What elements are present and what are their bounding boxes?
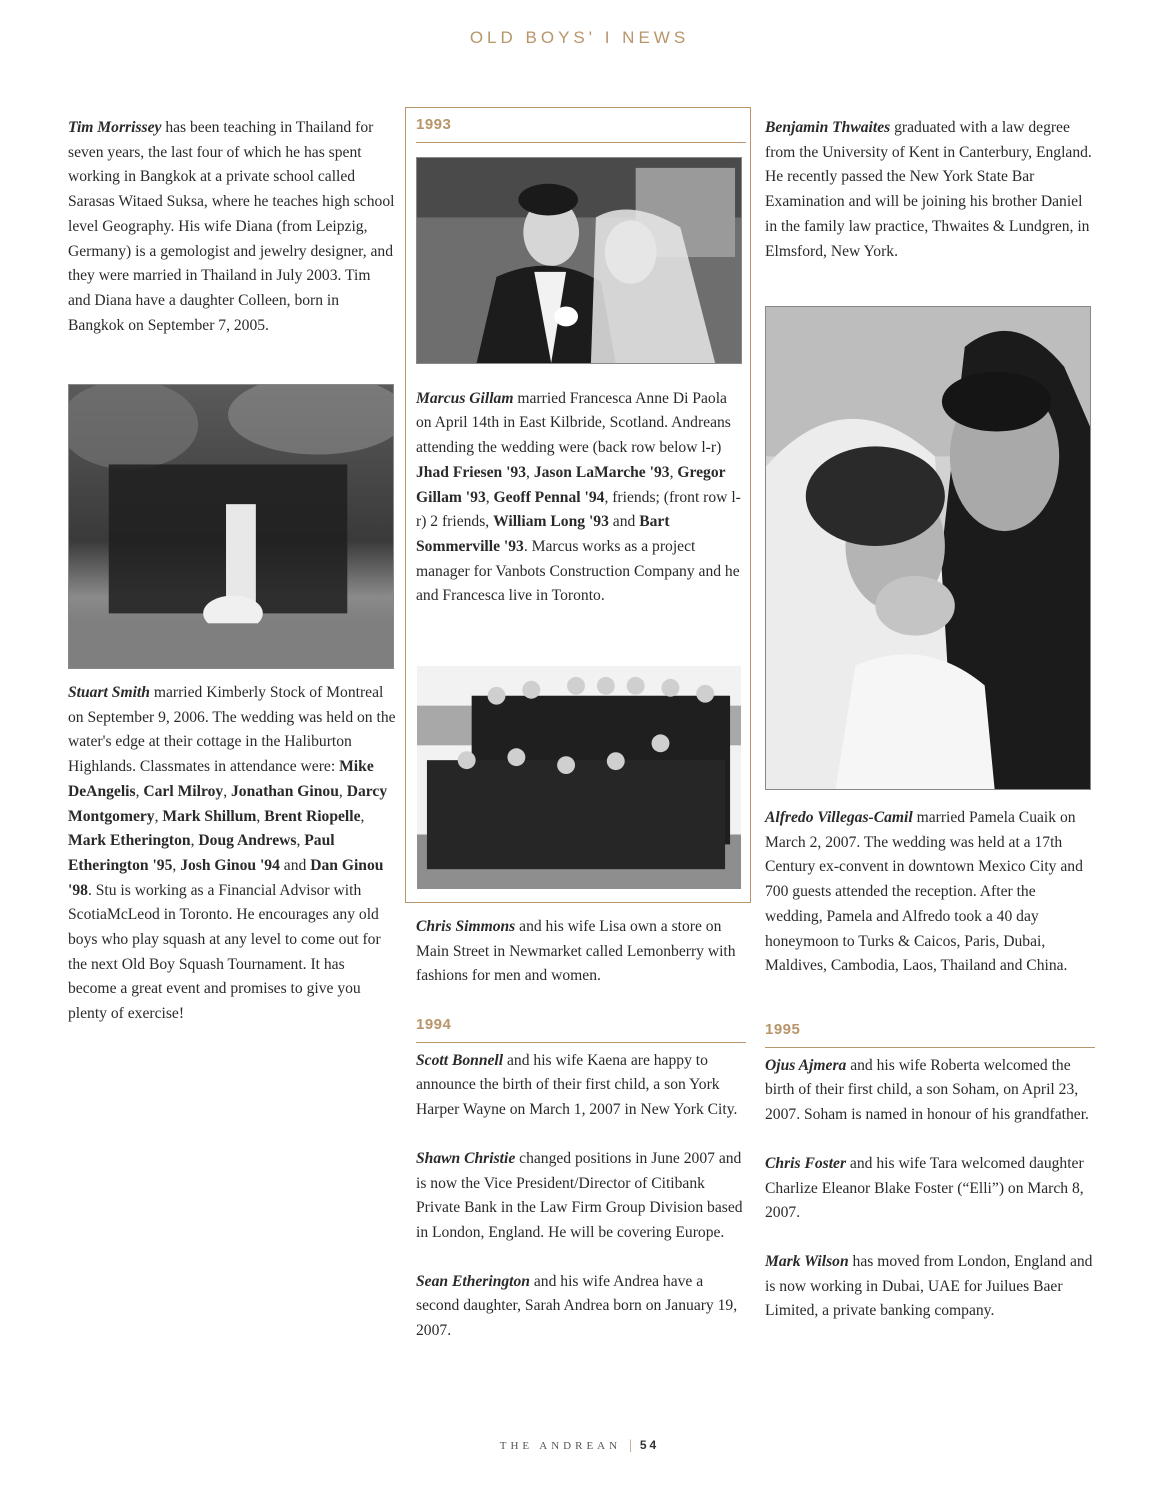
column-middle-lower <box>416 915 746 1344</box>
year-heading-1995: 1995 <box>765 1018 1095 1048</box>
wedding-couple-photo-2 <box>765 306 1091 790</box>
wedding-group-photo-1 <box>68 384 394 669</box>
entry-stuart-smith: Stuart Smith married Kimberly Stock of Montreal on September 9, 2006. The wedding was held on the water's edge at their cottage in the Haliburton Highlands. Classmates in attendance were: Mike DeAngelis, Carl Milroy, Jonathan Ginou, Darcy Montgomery, Mark Shillum, Brent Riopelle, Mark Etherington, Doug Andrews, Paul Etherington '95, Josh Ginou '94 and Dan Ginou '98. Stu is working as a Financial Advisor with ScotiaMcLeod in Toronto. He encourages any old boys who play squash at any level to come out for the next Old Boy Squash Tournament. It has become a great event and promises to give you plenty of exercise! <box>68 684 396 1023</box>
page-number: 54 <box>639 1438 660 1452</box>
magazine-name: THE ANDREAN <box>499 1440 622 1452</box>
entry-name: Mark Wilson <box>765 1252 849 1270</box>
entry-sean-etherington: Sean Etherington and his wife Andrea have a second daughter, Sarah Andrea born on January 19, 2007. <box>416 1272 738 1340</box>
entry-benjamin-thwaites: Benjamin Thwaites graduated with a law degree from the University of Kent in Canterbury, England. He recently passed the New York State Bar Examination and will be joining his brother Daniel in the family law practice, Thwaites & Lundgren, in Elmsford, New York. <box>765 119 1092 260</box>
section-header: OLD BOYS' I NEWS <box>469 28 690 47</box>
entry-name: Tim Morrissey <box>68 119 162 136</box>
entry-tim-morrissey: Tim Morrissey has been teaching in Thailand for seven years, the last four of which he has spent working in Bangkok at a private school called Sarasas Witaed Suksa, where he teaches high school level Geography. His wife Diana (from Leipzig, Germany) is a gemologist and jewelry designer, and they were married in Thailand in July 2003. Tim and Diana have a daughter Colleen, born in Bangkok on September 7, 2005. <box>68 119 395 334</box>
entry-name: Ojus Ajmera <box>765 1056 847 1074</box>
entry-shawn-christie: Shawn Christie changed positions in June 2007 and is now the Vice President/Director of Citibank Private Bank in the Law Firm Group Division based in London, England. He will be covering Europe. <box>416 1149 743 1241</box>
entry-name: Alfredo Villegas-Camil <box>765 809 913 826</box>
entry-name: Scott Bonnell <box>416 1051 504 1069</box>
entry-scott-bonnell: Scott Bonnell and his wife Kaena are happy to announce the birth of their first child, a son York Harper Wayne on March 1, 2007 in New York City. <box>416 1051 738 1119</box>
entry-name: Sean Etherington <box>416 1272 530 1290</box>
entry-name: Benjamin Thwaites <box>765 119 891 136</box>
wedding-couple-photo-1 <box>416 157 742 364</box>
entry-name: Chris Simmons <box>416 918 516 935</box>
column-right-lower <box>765 806 1095 1324</box>
page-footer <box>0 1438 1159 1454</box>
entry-ojus-ajmera: Ojus Ajmera and his wife Roberta welcomed the birth of their first child, a son Soham, on April 23, 2007. Soham is named in honour of his grandfather. <box>765 1056 1089 1124</box>
footer-separator: | <box>629 1438 632 1453</box>
entry-name: Marcus Gillam <box>416 389 514 407</box>
entry-name: Stuart Smith <box>68 684 150 701</box>
entry-marcus-gillam: Marcus Gillam married Francesca Anne Di Paola on April 14th in East Kilbride, Scotland. Andreans attending the wedding were (back row below l-r) Jhad Friesen '93, Jason LaMarche '93, Gregor Gillam '93, Geoff Pennal '94, friends; (front row l-r) 2 friends, William Long '93 and Bart Sommerville '93. Marcus works as a project manager for Vanbots Construction Company and he and Francesca live in Toronto. <box>416 389 741 605</box>
year-heading-1993: 1993 <box>416 113 746 143</box>
column-right <box>765 116 1095 264</box>
wedding-group-photo-2 <box>416 665 742 890</box>
entry-chris-simmons: Chris Simmons and his wife Lisa own a store on Main Street in Newmarket called Lemonberry with fashions for men and women. <box>416 918 736 985</box>
entry-alfredo-villegas-camil: Alfredo Villegas-Camil married Pamela Cuaik on March 2, 2007. The wedding was held at a 17th Century ex-convent in downtown Mexico City and 700 guests attended the reception. After the wedding, Pamela and Alfredo took a 40 day honeymoon to Turks & Caicos, Paris, Dubai, Maldives, Cambodia, Laos, Thailand and China. <box>765 809 1083 975</box>
year-heading-1994: 1994 <box>416 1013 746 1043</box>
entry-mark-wilson: Mark Wilson has moved from London, England and is now working in Dubai, UAE for Juilues Baer Limited, a private banking company. <box>765 1252 1093 1320</box>
entry-name: Shawn Christie <box>416 1149 516 1167</box>
entry-chris-foster: Chris Foster and his wife Tara welcomed daughter Charlize Eleanor Blake Foster (“Elli”) on March 8, 2007. <box>765 1154 1084 1222</box>
entry-name: Chris Foster <box>765 1154 847 1172</box>
